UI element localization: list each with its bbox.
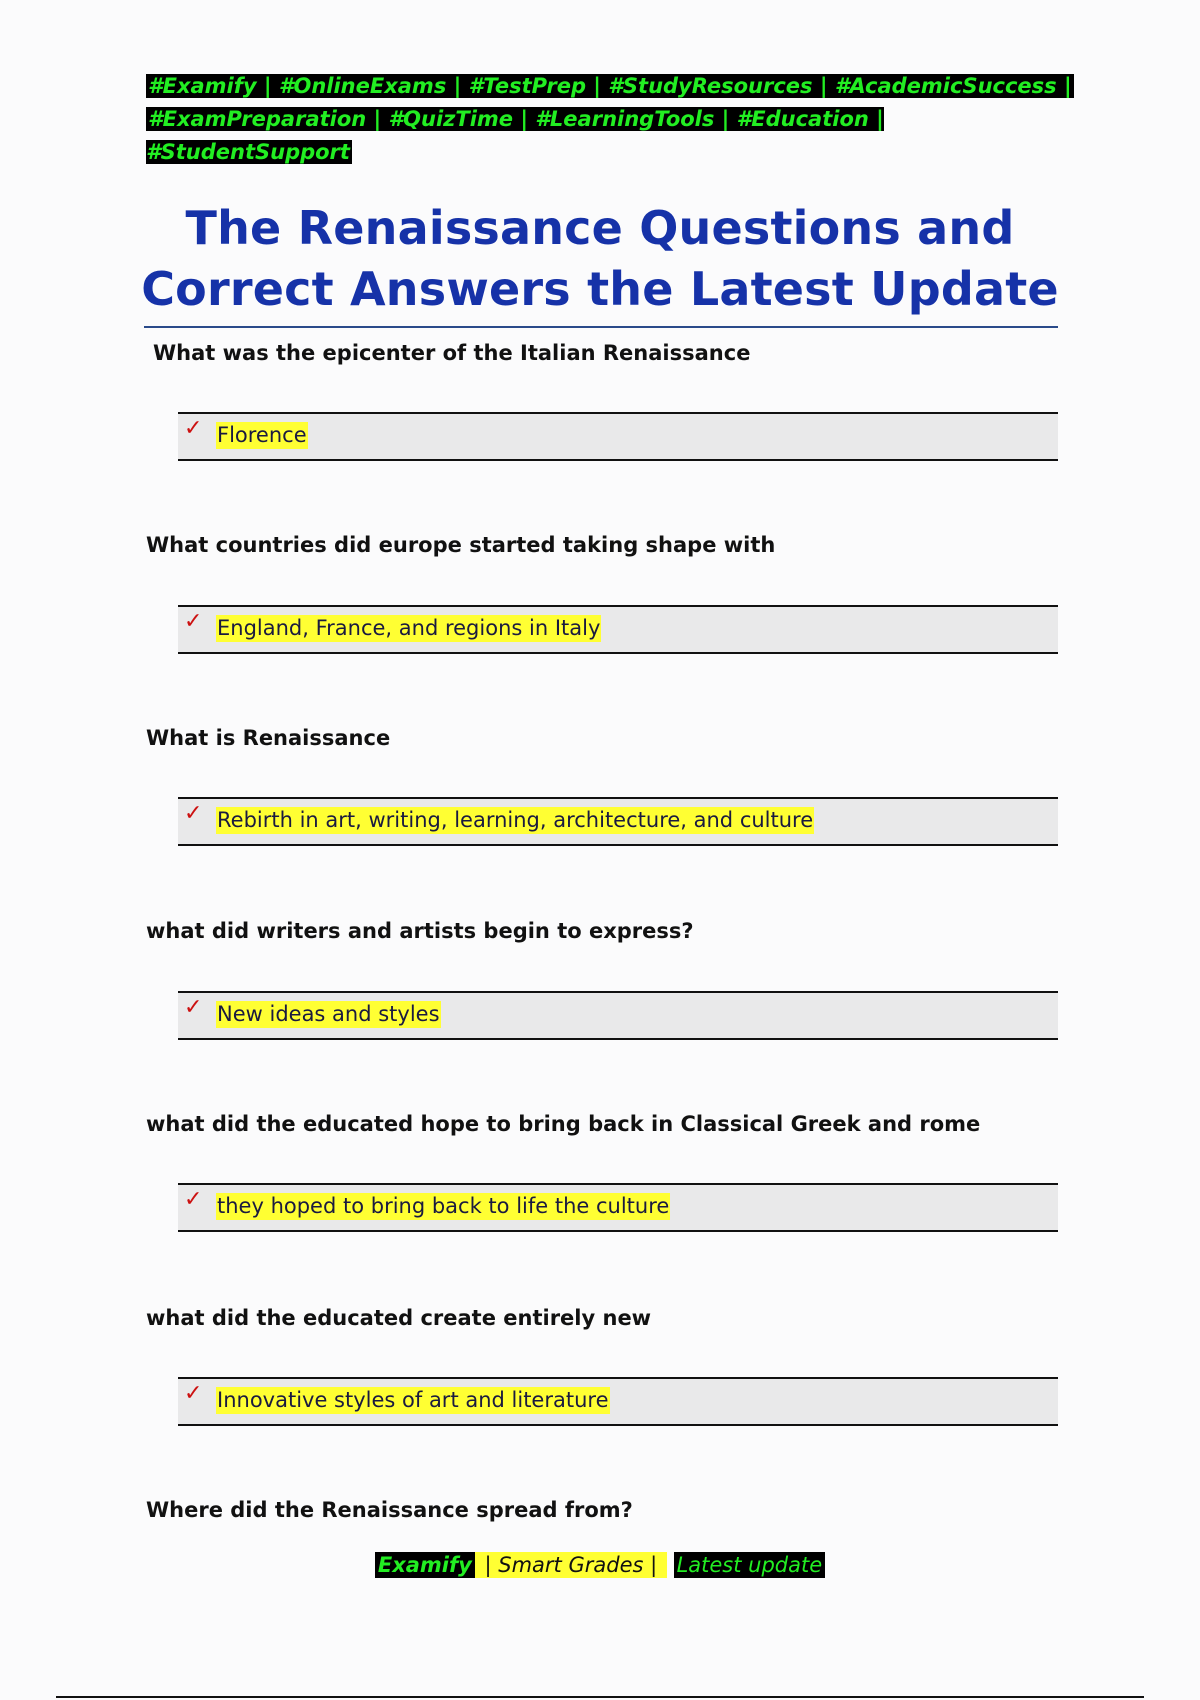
answer-6: Innovative styles of art and literature [217, 1388, 609, 1412]
question-2: What countries did europe started taking shape with [146, 533, 776, 557]
answer-box-5 [178, 1183, 1058, 1232]
footer-smart-grades: Smart Grades [498, 1553, 644, 1577]
question-7: Where did the Renaissance spread from? [146, 1498, 633, 1522]
answer-2: England, France, and regions in Italy [217, 616, 601, 640]
hashtag-line-1-text: #Examify | #OnlineExams | #TestPrep | #StudyResources | #AcademicSuccess | [148, 74, 1072, 98]
answer-box-2 [178, 605, 1058, 654]
checkmark-icon: ✓ [184, 995, 203, 1020]
question-6: what did the educated create entirely new [146, 1306, 652, 1330]
checkmark-icon: ✓ [184, 801, 203, 826]
footer-separator-2: | [643, 1553, 664, 1577]
footer-brand: Examify [375, 1552, 475, 1578]
question-4: what did writers and artists begin to express? [146, 919, 694, 943]
question-1: What was the epicenter of the Italian Renaissance [153, 341, 751, 365]
hashtag-line-1 [146, 70, 1072, 103]
answer-box-1 [178, 412, 1058, 461]
answer-box-3 [178, 797, 1058, 846]
footer-banner [0, 1553, 1200, 1577]
hashtag-banner [146, 70, 1072, 169]
checkmark-icon: ✓ [184, 609, 203, 634]
hashtag-line-2: #ExamPreparation | #QuizTime | #LearningTools | #Education | #StudentSupport [146, 107, 884, 164]
footer-separator-1: | [477, 1553, 499, 1577]
answer-box-6 [178, 1377, 1058, 1426]
page-title-line-2: Correct Answers the Latest Update [141, 262, 1059, 316]
answer-5: they hoped to bring back to life the culture [217, 1194, 670, 1218]
checkmark-icon: ✓ [184, 1187, 203, 1212]
footer-latest-update: Latest update [674, 1552, 826, 1578]
page-title-line-1: The Renaissance Questions and [185, 201, 1015, 255]
checkmark-icon: ✓ [184, 1381, 203, 1406]
answer-4: New ideas and styles [217, 1002, 440, 1026]
checkmark-icon: ✓ [184, 416, 203, 441]
question-5: what did the educated hope to bring back in Classical Greek and rome [146, 1112, 981, 1136]
question-3: What is Renaissance [146, 726, 391, 750]
answer-1: Florence [217, 423, 307, 447]
answer-box-4 [178, 991, 1058, 1040]
page-bottom-rule [56, 1696, 1144, 1698]
answer-3: Rebirth in art, writing, learning, architecture, and culture [217, 808, 814, 832]
footer-middle-block [475, 1552, 667, 1578]
title-divider [144, 326, 1058, 328]
page-title [0, 198, 1200, 320]
